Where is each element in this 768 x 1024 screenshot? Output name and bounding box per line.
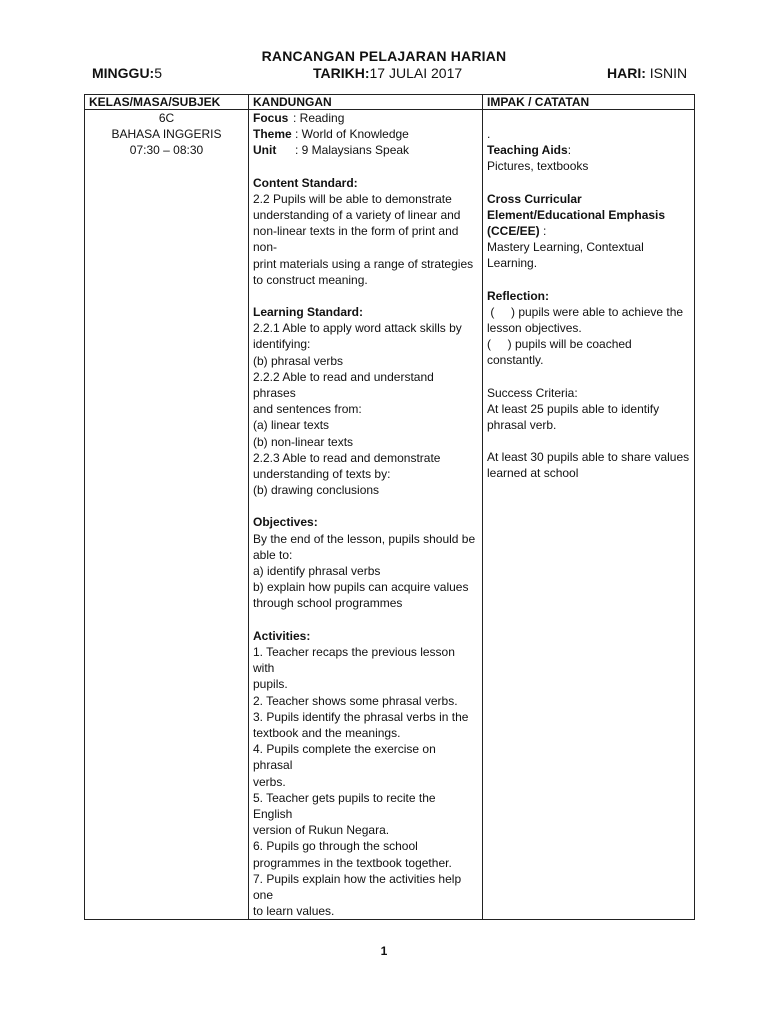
text-line: 3. Pupils identify the phrasal verbs in the (253, 709, 469, 724)
text-line: (b) phrasal verbs (253, 353, 344, 368)
text-line: able to: (253, 547, 293, 562)
text-line: 2.2.3 Able to read and demonstrate (253, 450, 441, 465)
document-title: RANCANGAN PELAJARAN HARIAN (261, 48, 507, 64)
text-line: At least 30 pupils able to share values (487, 450, 690, 465)
objectives-heading: Objectives: (253, 515, 318, 530)
text-line: to construct meaning. (253, 272, 368, 287)
text-line: textbook and the meanings. (253, 725, 401, 740)
lesson-plan-table (84, 94, 695, 920)
minggu-value: 5 (154, 65, 163, 81)
text-line: version of Rukun Negara. (253, 823, 390, 838)
activities-heading: Activities: (253, 628, 311, 643)
objectives-text (253, 531, 478, 612)
text-line: pupils. (253, 677, 288, 692)
teaching-aids-line (487, 142, 690, 158)
impact-cell (483, 110, 695, 920)
text-line: Learning. (487, 256, 538, 271)
text-line: non-linear texts in the form of print and non- (253, 224, 459, 255)
cce-value (487, 239, 690, 271)
reflection-text (487, 304, 690, 369)
text-line: Cross Curricular (487, 191, 582, 206)
text-line: (b) drawing conclusions (253, 483, 380, 498)
subject-name: BAHASA INGGERIS (111, 127, 222, 142)
content-standard-heading: Content Standard: (253, 175, 358, 190)
unit-line (253, 142, 478, 158)
text-line: 2.2.2 Able to read and understand phrases (253, 369, 434, 401)
text-line: 4. Pupils complete the exercise on phrasal (253, 742, 436, 773)
hari-label: HARI: (607, 65, 646, 81)
content-standard-text (253, 191, 478, 288)
text-line: 7. Pupils explain how the activities help one (253, 871, 462, 902)
success-criteria-text (487, 401, 690, 433)
text-line: 2.2 Pupils will be able to demonstrate (253, 191, 452, 206)
text-line: 6. Pupils go through the school (253, 839, 418, 854)
table-body-row (85, 110, 695, 920)
content-cell (249, 110, 483, 920)
learning-standard-heading: Learning Standard: (253, 305, 364, 320)
text-line: learned at school (487, 466, 579, 481)
text-line: Element/Educational Emphasis (487, 207, 666, 222)
theme-label: Theme (253, 127, 292, 142)
text-line: (a) linear texts (253, 418, 330, 433)
text-line: print materials using a range of strategies (253, 256, 474, 271)
header-kelas: KELAS/MASA/SUBJEK (85, 95, 249, 110)
success-criteria-extra (487, 449, 690, 481)
teaching-aids-colon: : (567, 143, 572, 158)
text-line: By the end of the lesson, pupils should be (253, 531, 476, 546)
page-number: 1 (380, 944, 388, 958)
unit-label: Unit (253, 143, 277, 158)
text-line: 2. Teacher shows some phrasal verbs. (253, 693, 458, 708)
text-line: to learn values. (253, 904, 335, 919)
learning-standard-text (253, 320, 478, 498)
focus-label: Focus (253, 111, 289, 125)
text-line: b) explain how pupils can acquire values (253, 580, 469, 595)
text-line: constantly. (487, 353, 544, 368)
text-line: understanding of texts by: (253, 467, 391, 482)
tarikh-value: 17 JULAI 2017 (369, 65, 463, 81)
text-line: Mastery Learning, Contextual (487, 240, 644, 255)
text-line: At least 25 pupils able to identify (487, 401, 660, 416)
teaching-aids-value: Pictures, textbooks (487, 159, 589, 174)
tarikh-label: TARIKH: (313, 65, 370, 81)
text-line: ( ) pupils were able to achieve the (487, 304, 684, 319)
text-line: a) identify phrasal verbs (253, 564, 381, 579)
table-header-row (85, 95, 695, 110)
text-line: 2.2.1 Able to apply word attack skills by (253, 321, 462, 336)
text-line: through school programmes (253, 596, 403, 611)
text-line: (CCE/EE) : (487, 224, 547, 239)
cce-heading (487, 191, 690, 240)
activities-text (253, 644, 478, 919)
time-slot: 07:30 – 08:30 (129, 143, 204, 158)
dot-mark: . (487, 127, 491, 141)
text-line: and sentences from: (253, 402, 362, 417)
reflection-heading: Reflection: (487, 288, 550, 303)
text-line: 5. Teacher gets pupils to recite the English (253, 790, 436, 821)
text-line: phrasal verb. (487, 418, 557, 433)
text-line: (b) non-linear texts (253, 434, 354, 449)
focus-value: : Reading (293, 111, 345, 125)
text-line: 1. Teacher recaps the previous lesson with (253, 644, 455, 676)
colon: : (539, 224, 547, 239)
teaching-aids-heading: Teaching Aids (487, 143, 568, 158)
text-line: verbs. (253, 774, 286, 789)
hari-value: ISNIN (645, 65, 688, 81)
minggu-field (92, 65, 162, 81)
theme-value: : World of Knowledge (295, 127, 409, 142)
focus-line (253, 110, 478, 126)
class-name: 6C (158, 111, 175, 125)
hari-field (607, 65, 687, 81)
text-line: identifying: (253, 337, 311, 352)
text-line: programmes in the textbook together. (253, 855, 452, 870)
minggu-label: MINGGU: (92, 65, 155, 81)
text-line: ( ) pupils will be coached (487, 337, 632, 352)
success-criteria-heading: Success Criteria: (487, 385, 578, 400)
class-info-cell (85, 110, 249, 920)
tarikh-field (313, 65, 462, 81)
theme-line (253, 126, 478, 142)
header-impak: IMPAK / CATATAN (483, 95, 695, 110)
text-line: understanding of a variety of linear and (253, 208, 461, 223)
header-kandungan: KANDUNGAN (249, 95, 483, 110)
unit-value: : 9 Malaysians Speak (295, 143, 410, 158)
text-line: lesson objectives. (487, 321, 582, 336)
